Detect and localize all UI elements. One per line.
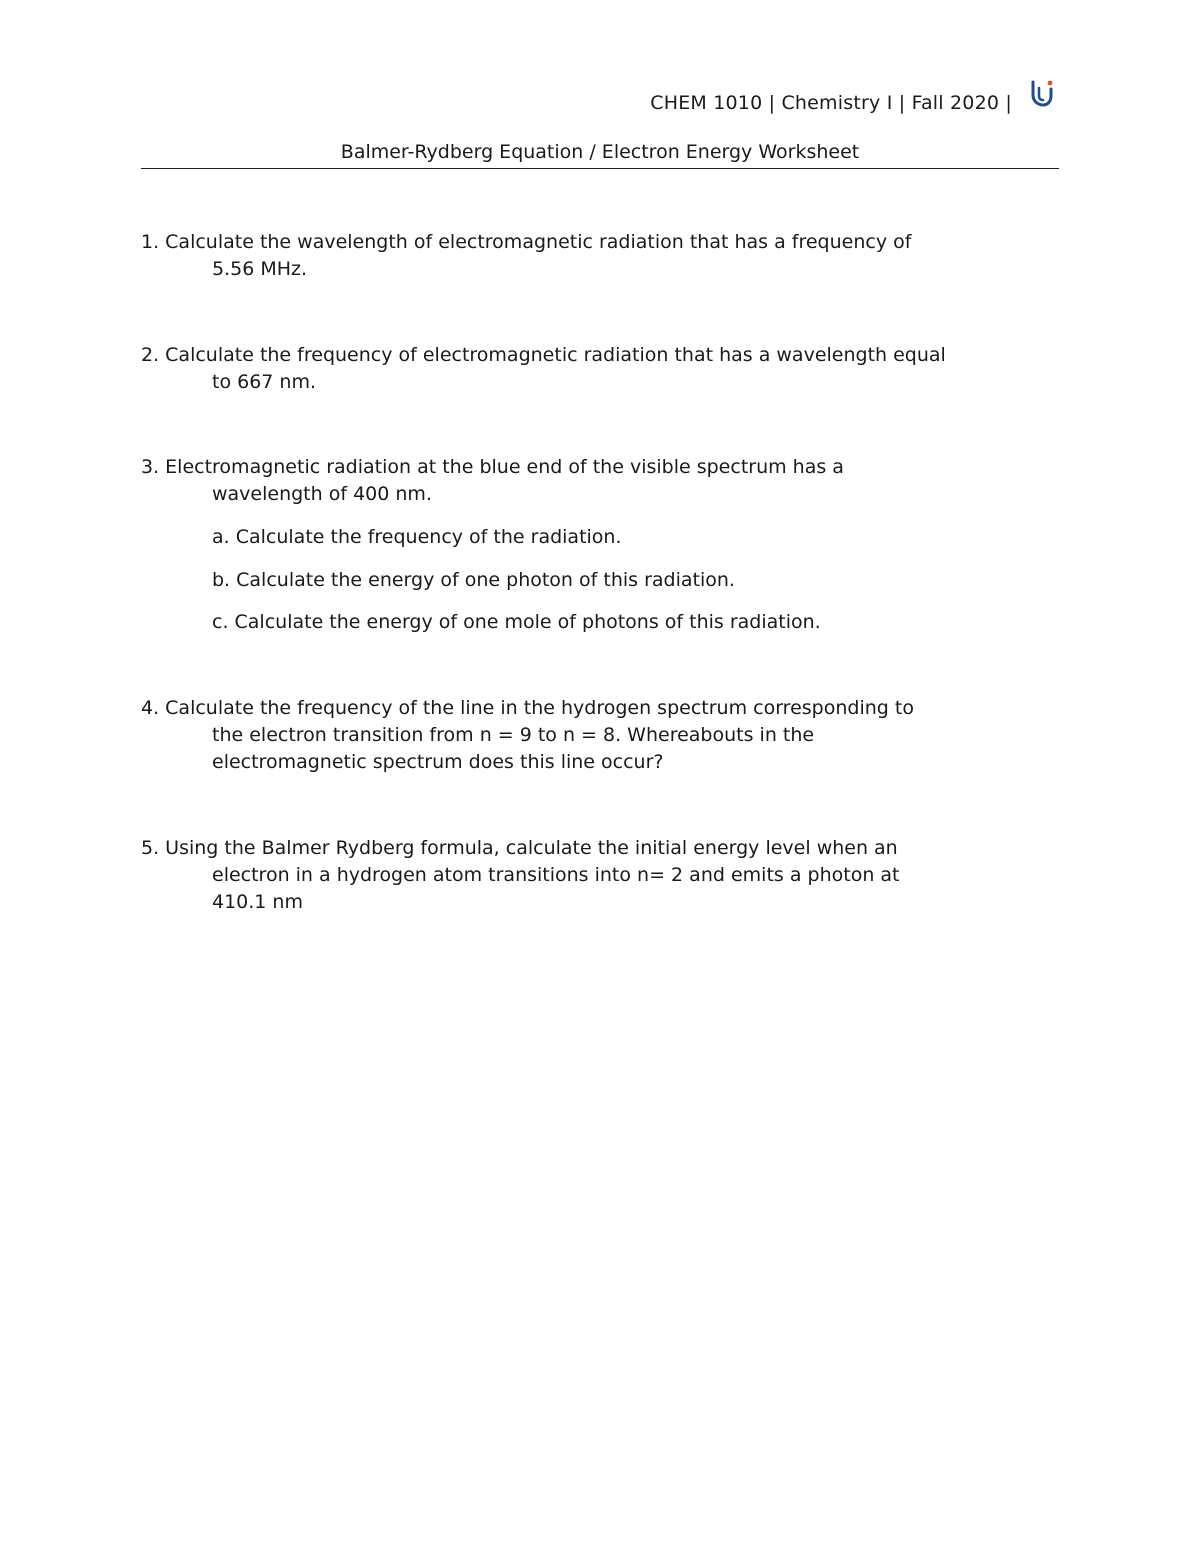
- question-2-line-1: 2. Calculate the frequency of electromagnetic radiation that has a wavelength equal: [141, 344, 946, 366]
- institution-logo-icon: [1030, 79, 1054, 107]
- question-3-part-b: b. Calculate the energy of one photon of this radiation.: [212, 569, 735, 591]
- question-1: [141, 229, 1059, 283]
- question-3-line-1: 3. Electromagnetic radiation at the blue end of the visible spectrum has a: [141, 456, 844, 478]
- question-5: [141, 835, 1059, 916]
- course-header: CHEM 1010 | Chemistry I | Fall 2020 |: [650, 92, 1012, 114]
- question-4-line-3: electromagnetic spectrum does this line occur?: [212, 751, 664, 773]
- question-3-part-c: c. Calculate the energy of one mole of photons of this radiation.: [212, 611, 821, 633]
- question-3-part-a: a. Calculate the frequency of the radiation.: [212, 526, 622, 548]
- question-2-line-2: to 667 nm.: [212, 371, 317, 393]
- worksheet-title: Balmer-Rydberg Equation / Electron Energy Worksheet: [340, 141, 860, 163]
- title-divider: [141, 168, 1059, 169]
- question-2: [141, 342, 1059, 396]
- question-3: [141, 454, 1059, 508]
- question-5-line-2: electron in a hydrogen atom transitions into n= 2 and emits a photon at: [212, 864, 900, 886]
- question-3-line-2: wavelength of 400 nm.: [212, 483, 432, 505]
- question-1-line-1: 1. Calculate the wavelength of electromagnetic radiation that has a frequency of: [141, 231, 912, 253]
- question-5-line-3: 410.1 nm: [212, 891, 303, 913]
- question-5-line-1: 5. Using the Balmer Rydberg formula, calculate the initial energy level when an: [141, 837, 898, 859]
- question-1-line-2: 5.56 MHz.: [212, 258, 308, 280]
- question-4: [141, 695, 1059, 776]
- question-4-line-1: 4. Calculate the frequency of the line in the hydrogen spectrum corresponding to: [141, 697, 914, 719]
- question-4-line-2: the electron transition from n = 9 to n = 8. Whereabouts in the: [212, 724, 815, 746]
